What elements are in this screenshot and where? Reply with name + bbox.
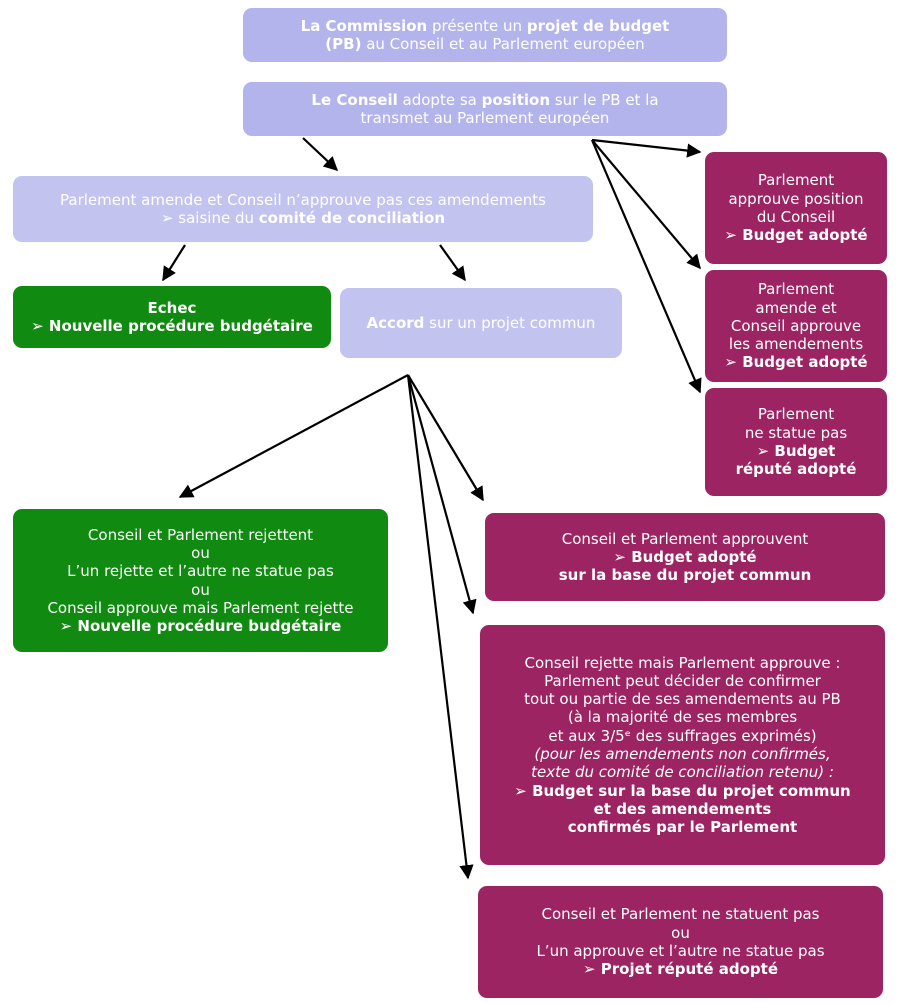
arrow-accord-to-rejettent bbox=[180, 375, 408, 497]
bullet-icon: ➢ bbox=[31, 317, 44, 335]
node-echec-line1: Echec bbox=[147, 298, 197, 317]
node-conseil-line1-d: sur le PB et la bbox=[550, 90, 659, 109]
bullet-icon: ➢ bbox=[59, 617, 73, 636]
node-commission-line1-c: projet de budget bbox=[526, 16, 670, 35]
node-amende-approuve-line4: les amendements bbox=[728, 335, 864, 354]
node-accord bbox=[340, 288, 622, 358]
node-amende-approuve-line2: amende et bbox=[755, 298, 837, 317]
arrow-accord-to-approuvent bbox=[408, 375, 483, 500]
node-ne-statuent-pas-line3: L’un approuve et l’autre ne statue pas bbox=[536, 942, 825, 960]
node-rejette-approuve-line10: confirmés par le Parlement bbox=[567, 818, 798, 837]
node-amende-approuve-line1: Parlement bbox=[757, 280, 835, 299]
node-ne-statue-pas bbox=[705, 388, 887, 496]
node-commission-line2-a: (PB) bbox=[325, 35, 362, 53]
node-rejettent bbox=[13, 509, 388, 652]
bullet-icon: ➢ bbox=[613, 547, 626, 566]
node-rejettent-line6: Nouvelle procédure budgétaire bbox=[72, 617, 342, 636]
node-ne-statuent-pas-line4: Projet réputé adopté bbox=[595, 960, 778, 979]
node-echec-line2: Nouvelle procédure budgétaire bbox=[43, 317, 313, 335]
node-rejettent-line3: L’un rejette et l’autre ne statue pas bbox=[67, 562, 334, 581]
node-conciliation bbox=[13, 176, 593, 242]
node-accord-line1-b: sur un projet commun bbox=[424, 313, 596, 332]
node-conseil bbox=[243, 82, 727, 136]
node-rejette-approuve-line9: et des amendements bbox=[593, 799, 772, 818]
node-rejette-approuve-line6: (pour les amendements non confirmés, bbox=[534, 745, 831, 763]
node-rejette-approuve-line5: et aux 3/5ᵉ des suffrages exprimés) bbox=[548, 726, 817, 745]
node-approuve-position bbox=[705, 152, 887, 264]
node-amende-approuve bbox=[705, 270, 887, 382]
node-rejette-approuve-line3: tout ou partie de ses amendements au PB bbox=[524, 690, 841, 709]
arrow-accord-to-ne-statuent-pas bbox=[408, 375, 468, 878]
node-ne-statue-pas-line3: Budget bbox=[769, 442, 836, 460]
node-conseil-line2: transmet au Parlement européen bbox=[360, 109, 610, 127]
node-commission bbox=[243, 8, 727, 62]
bullet-icon: ➢ bbox=[160, 209, 174, 227]
node-rejette-approuve-line2: Parlement peut décider de confirmer bbox=[544, 671, 821, 690]
node-amende-approuve-line3: Conseil approuve bbox=[730, 316, 862, 335]
node-approuve-position-line3: du Conseil bbox=[756, 208, 836, 226]
arrow-conciliation-to-echec bbox=[163, 245, 185, 280]
node-conciliation-line2-b: comité de conciliation bbox=[258, 209, 446, 227]
node-ne-statue-pas-line4: réputé adopté bbox=[735, 460, 857, 479]
node-rejette-approuve-line7: texte du comité de conciliation retenu) : bbox=[531, 763, 834, 782]
node-accord-line1-a: Accord bbox=[366, 313, 425, 332]
node-rejette-approuve bbox=[480, 625, 885, 865]
node-approuve-position-line2: approuve position bbox=[728, 189, 864, 208]
node-conseil-line1-c: position bbox=[481, 90, 551, 109]
node-approuve-position-line4: Budget adopté bbox=[736, 226, 868, 245]
node-rejettent-line4: ou bbox=[191, 580, 210, 599]
node-approuvent-line1: Conseil et Parlement approuvent bbox=[561, 529, 809, 548]
node-approuvent-line2: Budget adopté bbox=[625, 547, 757, 566]
node-conseil-line1-b: adopte sa bbox=[397, 90, 482, 109]
bullet-icon: ➢ bbox=[756, 442, 770, 460]
node-ne-statuent-pas bbox=[478, 886, 883, 998]
node-commission-line1-a: La Commission bbox=[300, 16, 428, 35]
node-rejette-approuve-line1: Conseil rejette mais Parlement approuve : bbox=[524, 653, 841, 672]
node-commission-line1-b: présente un bbox=[427, 16, 527, 35]
arrow-conseil-to-conciliation bbox=[303, 138, 337, 170]
node-commission-line2-b: au Conseil et au Parlement européen bbox=[361, 35, 645, 53]
arrow-accord-to-rejette-approuve bbox=[408, 375, 473, 613]
node-approuvent-line3: sur la base du projet commun bbox=[558, 566, 812, 585]
arrow-conseil-to-approuve-position bbox=[592, 140, 700, 152]
arrow-conseil-to-amende-approuve bbox=[592, 140, 700, 268]
arrow-conciliation-to-accord bbox=[440, 245, 465, 280]
node-conciliation-line1: Parlement amende et Conseil n’approuve pas ces amendements bbox=[60, 190, 546, 209]
bullet-icon: ➢ bbox=[724, 226, 737, 245]
node-ne-statue-pas-line2: ne statue pas bbox=[744, 423, 848, 442]
node-rejette-approuve-line8: Budget sur la base du projet commun bbox=[526, 781, 851, 800]
node-ne-statuent-pas-line2: ou bbox=[671, 923, 690, 942]
node-rejettent-line5: Conseil approuve mais Parlement rejette bbox=[47, 598, 354, 617]
node-rejettent-line2: ou bbox=[191, 543, 210, 562]
node-conseil-line1-a: Le Conseil bbox=[311, 90, 398, 109]
node-conciliation-line2-a: saisine du bbox=[173, 209, 259, 227]
node-echec bbox=[13, 286, 331, 348]
bullet-icon: ➢ bbox=[514, 781, 527, 800]
node-ne-statuent-pas-line1: Conseil et Parlement ne statuent pas bbox=[541, 905, 820, 924]
bullet-icon: ➢ bbox=[582, 960, 596, 979]
bullet-icon: ➢ bbox=[724, 353, 737, 372]
node-approuvent bbox=[485, 513, 885, 601]
node-rejettent-line1: Conseil et Parlement rejettent bbox=[87, 525, 314, 544]
node-amende-approuve-line5: Budget adopté bbox=[736, 353, 868, 372]
node-ne-statue-pas-line1: Parlement bbox=[757, 405, 835, 424]
node-rejette-approuve-line4: (à la majorité de ses membres bbox=[567, 708, 798, 727]
node-approuve-position-line1: Parlement bbox=[757, 171, 835, 190]
